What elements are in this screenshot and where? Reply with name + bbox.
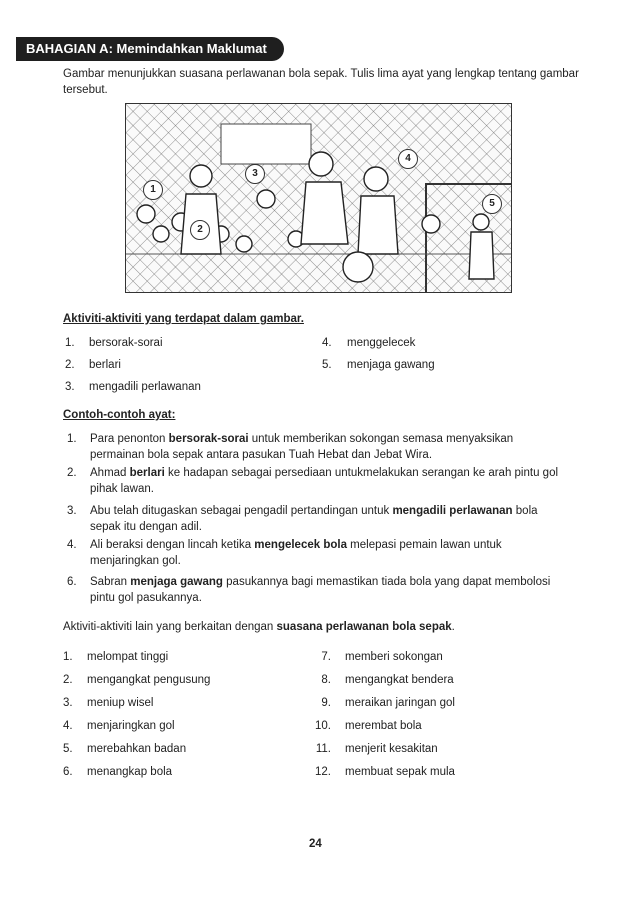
activities-heading: Aktiviti-aktiviti yang terdapat dalam gambar. bbox=[63, 313, 304, 325]
other-activity-text: merebahkan badan bbox=[87, 743, 187, 755]
other-activity-text: merembat bola bbox=[345, 720, 422, 732]
activity-text: menjaga gawang bbox=[347, 359, 435, 371]
activity-number: 2. bbox=[65, 359, 75, 371]
other-activity-number: 2. bbox=[63, 674, 73, 686]
other-activity-number: 3. bbox=[63, 697, 73, 709]
activity-number: 3. bbox=[65, 381, 75, 393]
example-text-post: untuk memberikan sokongan semasa menyaksikan permainan bola sepak antara pasukan Tuah Hebat dan Jebat Wira. bbox=[90, 433, 514, 461]
example-text-bold: berlari bbox=[129, 467, 165, 479]
example-text-post: pasukannya bagi memastikan tiada bola yang dapat membolosi pintu gol pasukannya. bbox=[90, 576, 551, 604]
example-number: 1. bbox=[67, 433, 77, 445]
illustration-drawing bbox=[126, 104, 512, 293]
other-activity-text: mengangkat pengusung bbox=[87, 674, 211, 686]
other-activity-text: membuat sepak mula bbox=[345, 766, 455, 778]
other-intro-pre: Aktiviti-aktiviti lain yang berkaitan dengan bbox=[63, 621, 277, 633]
example-number: 2. bbox=[67, 467, 77, 479]
example-text bbox=[90, 431, 568, 463]
section-banner: BAHAGIAN A: Memindahkan Maklumat bbox=[16, 37, 284, 61]
other-activity-text: meraikan jaringan gol bbox=[345, 697, 455, 709]
page-number: 24 bbox=[309, 838, 322, 850]
football-match-illustration bbox=[125, 103, 512, 293]
example-text-bold: bersorak-sorai bbox=[168, 433, 249, 445]
activity-text: mengadili perlawanan bbox=[89, 381, 201, 393]
example-text bbox=[90, 537, 568, 569]
figure-marker-1: 1 bbox=[143, 180, 163, 200]
example-text-pre: Para penonton bbox=[90, 433, 169, 445]
other-intro-bold: suasana perlawanan bola sepak bbox=[276, 621, 452, 633]
example-number: 4. bbox=[67, 539, 77, 551]
other-activity-text: meniup wisel bbox=[87, 697, 154, 709]
example-text-bold: mengadili perlawanan bbox=[392, 505, 513, 517]
other-activity-text: mengangkat bendera bbox=[345, 674, 454, 686]
example-text-bold: menjaga gawang bbox=[130, 576, 223, 588]
other-activity-number: 4. bbox=[63, 720, 73, 732]
other-activity-number: 6. bbox=[63, 766, 73, 778]
examples-heading: Contoh-contoh ayat: bbox=[63, 409, 176, 421]
example-text-post: melepasi pemain lawan untuk menjaringkan gol. bbox=[90, 539, 502, 567]
figure-marker-4: 4 bbox=[398, 149, 418, 169]
example-text-pre: Abu telah ditugaskan sebagai pengadil pertandingan untuk bbox=[90, 505, 393, 517]
other-activity-text: menjerit kesakitan bbox=[345, 743, 438, 755]
activity-text: menggelecek bbox=[347, 337, 416, 349]
figure-marker-3: 3 bbox=[245, 164, 265, 184]
activity-number: 5. bbox=[322, 359, 332, 371]
example-text bbox=[90, 465, 568, 497]
example-text-post: bola sepak itu dengan adil. bbox=[90, 505, 538, 533]
figure-marker-2: 2 bbox=[190, 220, 210, 240]
other-activities-intro bbox=[63, 621, 455, 633]
other-activity-number: 11. bbox=[315, 743, 331, 755]
instructions-text: Gambar menunjukkan suasana perlawanan bola sepak. Tulis lima ayat yang lengkap tentang gambar tersebut. bbox=[63, 68, 579, 96]
other-activity-text: melompat tinggi bbox=[87, 651, 169, 663]
other-activity-number: 1. bbox=[63, 651, 73, 663]
example-number: 6. bbox=[67, 576, 77, 588]
example-text-pre: Ahmad bbox=[90, 467, 130, 479]
example-text-bold: mengelecek bola bbox=[254, 539, 347, 551]
other-activity-text: memberi sokongan bbox=[345, 651, 443, 663]
activity-text: berlari bbox=[89, 359, 121, 371]
example-text bbox=[90, 574, 568, 606]
example-text-post: ke hadapan sebagai persediaan untukmelakukan serangan ke arah pintu gol pihak lawan. bbox=[90, 467, 559, 495]
activity-text: bersorak-sorai bbox=[89, 337, 163, 349]
other-activity-number: 12. bbox=[315, 766, 331, 778]
example-text-pre: Sabran bbox=[90, 576, 131, 588]
other-intro-post: . bbox=[451, 621, 455, 633]
activity-number: 1. bbox=[65, 337, 75, 349]
other-activity-number: 10. bbox=[315, 720, 331, 732]
example-number: 3. bbox=[67, 505, 77, 517]
other-activity-number: 7. bbox=[321, 651, 331, 663]
example-text-pre: Ali beraksi dengan lincah ketika bbox=[90, 539, 255, 551]
example-text bbox=[90, 503, 568, 535]
other-activity-number: 5. bbox=[63, 743, 73, 755]
other-activity-number: 9. bbox=[321, 697, 331, 709]
other-activity-text: menjaringkan gol bbox=[87, 720, 175, 732]
activity-number: 4. bbox=[322, 337, 332, 349]
figure-marker-5: 5 bbox=[482, 194, 502, 214]
other-activity-text: menangkap bola bbox=[87, 766, 173, 778]
other-activity-number: 8. bbox=[321, 674, 331, 686]
